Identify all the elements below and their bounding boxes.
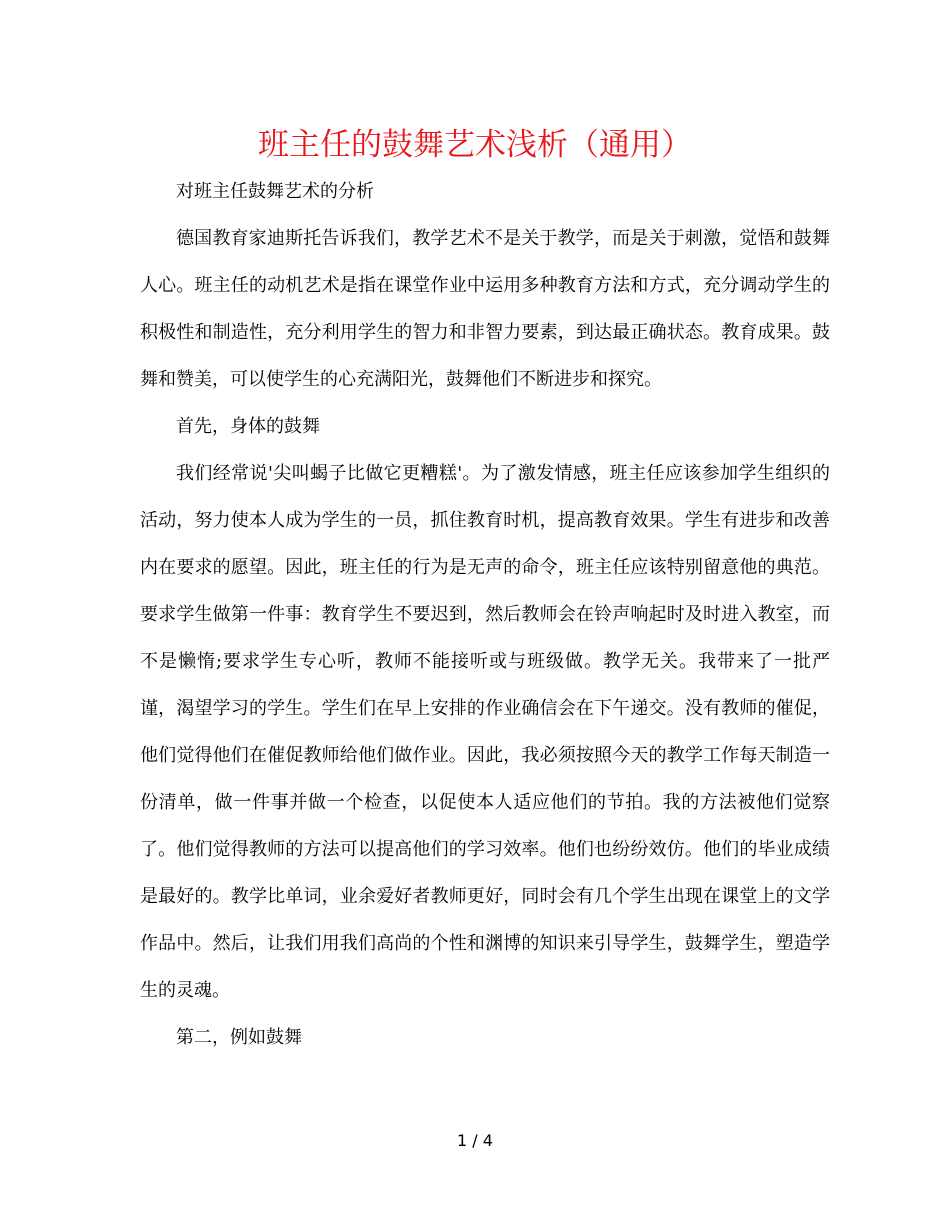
page-number: 1 / 4 bbox=[457, 1131, 493, 1150]
section-heading-second: 第二，例如鼓舞 bbox=[176, 1027, 302, 1048]
section-heading-intro: 对班主任鼓舞艺术的分析 bbox=[176, 181, 374, 202]
paragraph-intro: 德国教育家迪斯托告诉我们，教学艺术不是关于教学，而是关于刺激，觉悟和鼓舞人心。班主任的动机艺术是指在课堂作业中运用多种教育方法和方式，充分调动学生的积极性和制造性，充分利用学生的智力和非智力要素，到达最正确状态。教育成果。鼓舞和赞美，可以使学生的心充满阳光，鼓舞他们不断进步和探究。 bbox=[140, 228, 830, 390]
paragraph-first: 我们经常说'尖叫蝎子比做它更糟糕'。为了激发情感，班主任应该参加学生组织的活动，努力使本人成为学生的一员，抓住教育时机，提高教育效果。学生有进步和改善内在要求的愿望。因此，班主任的行为是无声的命令，班主任应该特别留意他的典范。要求学生做第一件事：教育学生不要迟到，然后教师会在铃声响起时及时进入教室，而不是懒惰;要求学生专心听，教师不能接听或与班级做。教学无关。我带来了一批严谨，渴望学习的学生。学生们在早上安排的作业确信会在下午递交。没有教师的催促，他们觉得他们在催促教师给他们做作业。因此，我必须按照今天的教学工作每天制造一份清单，做一件事并做一个检查，以促使本人适应他们的节拍。我的方法被他们觉察了。他们觉得教师的方法可以提高他们的学习效率。他们也纷纷效仿。他们的毕业成绩是最好的。教学比单词，业余爱好者教师更好，同时会有几个学生出现在课堂上的文学作品中。然后，让我们用我们高尚的个性和渊博的知识来引导学生，鼓舞学生，塑造学生的灵魂。 bbox=[140, 463, 830, 1001]
section-heading-first: 首先，身体的鼓舞 bbox=[176, 416, 320, 437]
document-body bbox=[140, 168, 830, 1061]
document-title: 班主任的鼓舞艺术浅析（通用） bbox=[258, 127, 692, 163]
